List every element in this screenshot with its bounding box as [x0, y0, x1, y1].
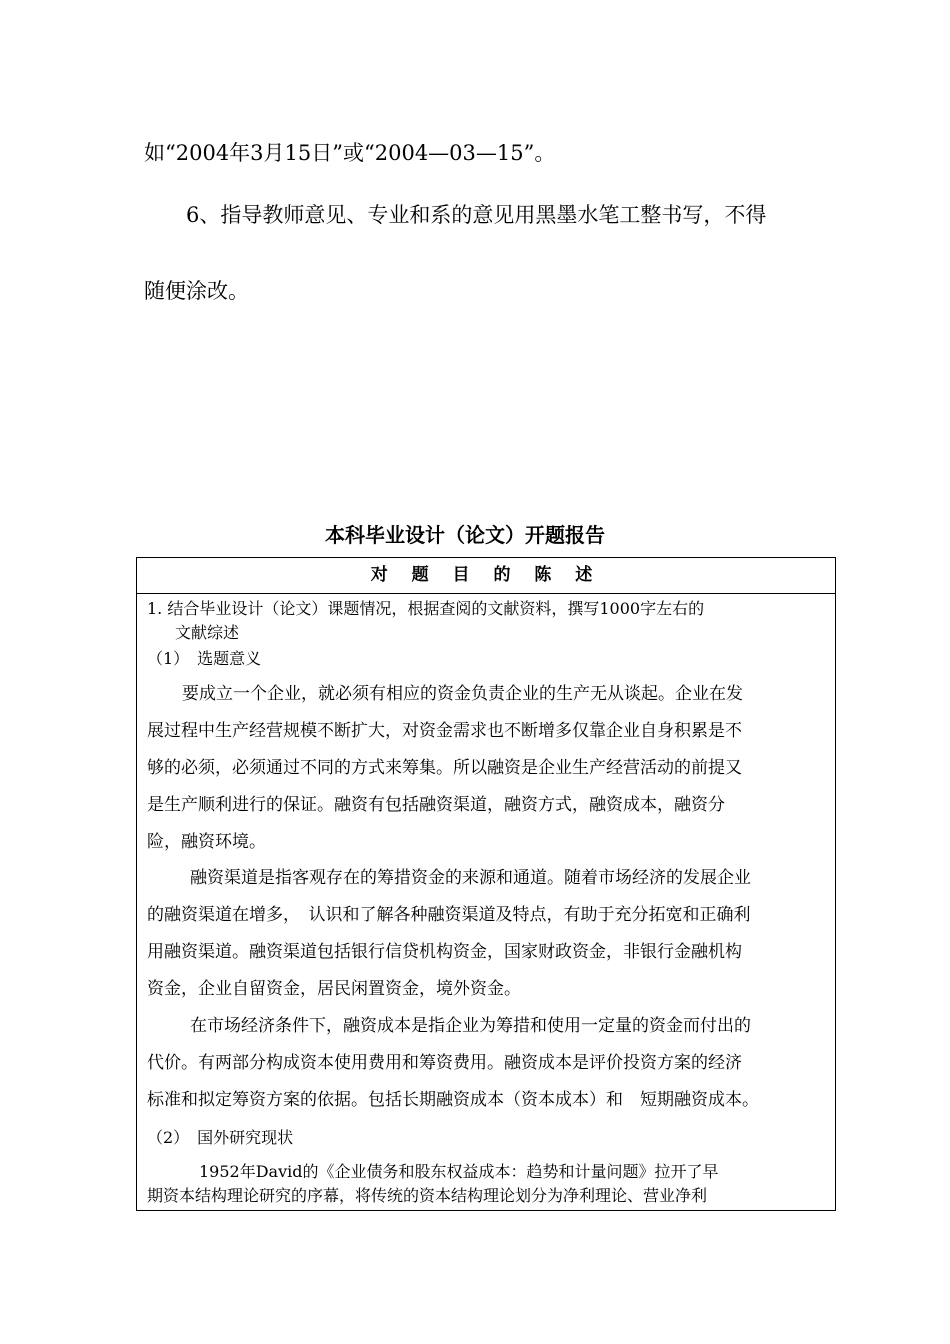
paragraph-line: 1952年David的《企业债务和股东权益成本：趋势和计量问题》拉开了早 [199, 1162, 719, 1181]
paragraph-line: 资金，企业自留资金，居民闲置资金，境外资金。 [147, 979, 521, 999]
paragraph-line: 的融资渠道在增多， 认识和了解各种融资渠道及特点，有助于充分拓宽和正确利 [147, 905, 751, 925]
paragraph-line: 险，融资环境。 [147, 832, 266, 852]
item-1-line: 文献综述 [175, 623, 240, 642]
paragraph-line: 融资渠道是指客观存在的筹措资金的来源和通道。随着市场经济的发展企业 [190, 868, 751, 888]
section-heading: （2） 国外研究现状 [147, 1128, 294, 1147]
paragraph-line: 标准和拟定筹资方案的依据。包括长期融资成本（资本成本）和 短期融资成本。 [147, 1090, 759, 1110]
paragraph-line: 期资本结构理论研究的序幕，将传统的资本结构理论划分为净利理论、营业净利 [147, 1186, 708, 1205]
paragraph-line: 用融资渠道。融资渠道包括银行信贷机构资金，国家财政资金，非银行金融机构 [147, 942, 742, 962]
intro-line: 如“2004年3月15日”或“2004—03—15”。 [144, 141, 556, 165]
intro-line: 6、指导教师意见、专业和系的意见用黑墨水笔工整书写，不得 [186, 203, 767, 227]
paragraph-line: 要成立一个企业，就必须有相应的资金负责企业的生产无从谈起。企业在发 [182, 684, 743, 704]
paragraph-line: 展过程中生产经营规模不断扩大，对资金需求也不断增多仅靠企业自身积累是不 [147, 721, 742, 741]
item-1-line: 1. 结合毕业设计（论文）课题情况，根据查阅的文献资料，撰写1000字左右的 [147, 599, 705, 618]
section-heading: （1） 选题意义 [147, 649, 262, 668]
table-header: 对 题 目 的 陈 述 [137, 558, 835, 594]
intro-line: 随便涂改。 [144, 279, 249, 303]
report-table [136, 557, 836, 1211]
report-title: 本科毕业设计（论文）开题报告 [325, 523, 605, 547]
paragraph-line: 够的必须，必须通过不同的方式来筹集。所以融资是企业生产经营活动的前提又 [147, 758, 742, 778]
paragraph-line: 在市场经济条件下，融资成本是指企业为筹措和使用一定量的资金而付出的 [190, 1016, 751, 1036]
paragraph-line: 代价。有两部分构成资本使用费用和筹资费用。融资成本是评价投资方案的经济 [147, 1053, 742, 1073]
paragraph-line: 是生产顺利进行的保证。融资有包括融资渠道，融资方式，融资成本，融资分 [147, 795, 725, 815]
